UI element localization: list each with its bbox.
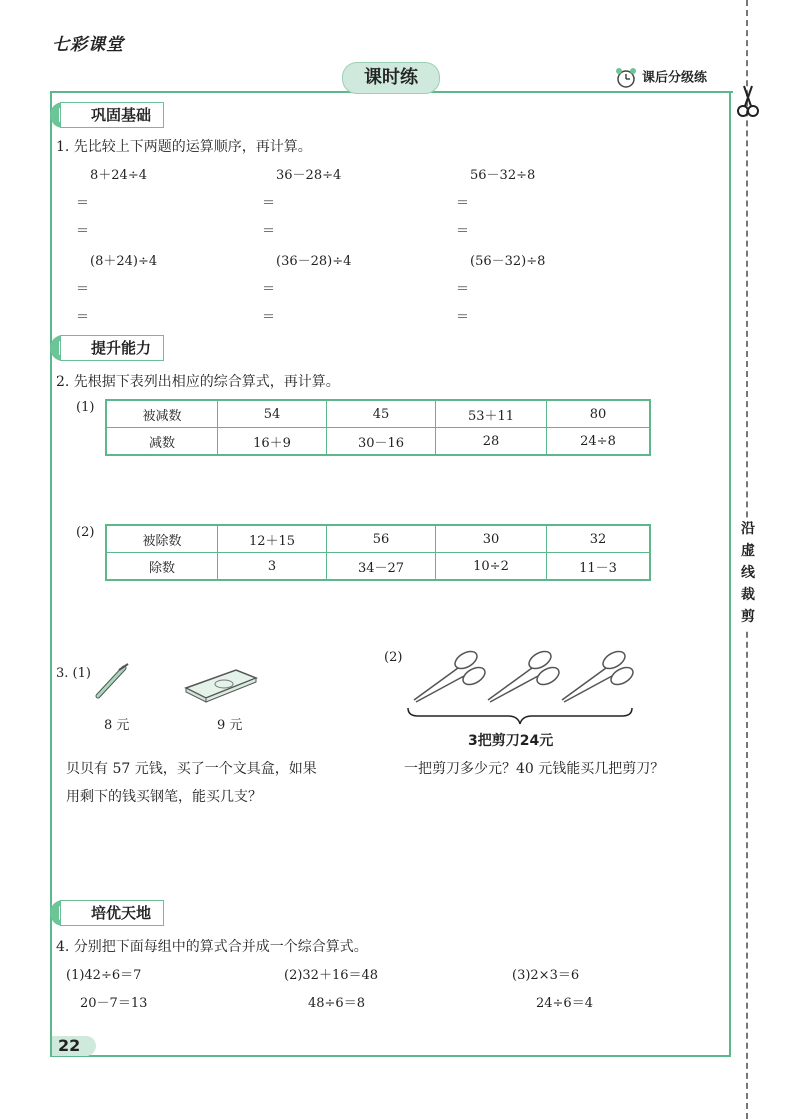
- q1-expr-3a: 56－32÷8: [470, 168, 536, 183]
- section-advanced: 培优天地: [50, 900, 164, 926]
- q4-group-3-line1: (3)2×3＝6: [512, 968, 580, 983]
- page-number: 22: [52, 1036, 96, 1056]
- section-basic: 巩固基础: [50, 102, 164, 128]
- q2-table-2: [105, 524, 651, 581]
- table-row: 减数 16＋9 30－16 28 24÷8: [106, 428, 650, 456]
- level-label: 课后分级练: [614, 66, 707, 90]
- q4-group-2-line2: 48÷6＝8: [308, 996, 365, 1011]
- equals-sign: ＝: [76, 224, 90, 239]
- q2-table2-label: (2): [76, 525, 95, 540]
- section-improve: 提升能力: [50, 335, 164, 361]
- equals-sign: ＝: [76, 310, 90, 325]
- equals-sign: ＝: [456, 282, 470, 297]
- scissors-group-image: [404, 648, 636, 728]
- equals-sign: ＝: [262, 224, 276, 239]
- q2-table1-label: (1): [76, 400, 95, 415]
- pen-price: 8 元: [104, 718, 130, 733]
- table-row: 被除数 12＋15 56 30 32: [106, 525, 650, 553]
- equals-sign: ＝: [262, 310, 276, 325]
- pen-image: [92, 660, 134, 702]
- brand-logo: 七彩课堂: [52, 35, 124, 55]
- equals-sign: ＝: [76, 196, 90, 211]
- page-title: 课时练: [342, 62, 440, 94]
- q3-text-2: 一把剪刀多少元？40 元钱能买几把剪刀？: [404, 761, 665, 777]
- equals-sign: ＝: [262, 282, 276, 297]
- pencil-box-image: [180, 664, 260, 704]
- q4-group-1-line1: (1)42÷6＝7: [66, 968, 142, 983]
- q1-expr-2a: 36－28÷4: [276, 168, 342, 183]
- table-row: 除数 3 34－27 10÷2 11－3: [106, 553, 650, 581]
- brace-label: 3把剪刀24元: [468, 733, 554, 749]
- q1-expr-2b: (36－28)÷4: [276, 254, 352, 269]
- equals-sign: ＝: [456, 310, 470, 325]
- q1-prompt: 1. 先比较上下两题的运算顺序，再计算。: [56, 139, 312, 155]
- q4-prompt: 4. 分别把下面每组中的算式合并成一个综合算式。: [56, 939, 368, 955]
- equals-sign: ＝: [76, 282, 90, 297]
- q3-text-1-line1: 贝贝有 57 元钱，买了一个文具盒，如果: [66, 761, 317, 777]
- q2-table-1: [105, 399, 651, 456]
- equals-sign: ＝: [262, 196, 276, 211]
- equals-sign: ＝: [456, 196, 470, 211]
- q3-label-2: (2): [384, 650, 403, 665]
- q4-group-3-line2: 24÷6＝4: [536, 996, 593, 1011]
- alarm-clock-icon: [614, 66, 638, 90]
- q4-group-2-line1: (2)32＋16＝48: [284, 968, 379, 983]
- cut-instruction: 沿 虚 线 裁 剪: [733, 518, 763, 628]
- q3-label-1: 3. (1): [56, 666, 91, 681]
- table-row: 被减数 54 45 53＋11 80: [106, 400, 650, 428]
- q1-expr-1b: (8＋24)÷4: [90, 254, 158, 269]
- q2-prompt: 2. 先根据下表列出相应的综合算式，再计算。: [56, 374, 340, 390]
- q3-text-1-line2: 用剩下的钱买钢笔，能买几支？: [66, 789, 262, 805]
- scissors-icon: [737, 84, 759, 118]
- q1-expr-1a: 8＋24÷4: [90, 168, 147, 183]
- box-price: 9 元: [217, 718, 243, 733]
- q4-group-1-line2: 20－7＝13: [80, 996, 148, 1011]
- equals-sign: ＝: [456, 224, 470, 239]
- q1-expr-3b: (56－32)÷8: [470, 254, 546, 269]
